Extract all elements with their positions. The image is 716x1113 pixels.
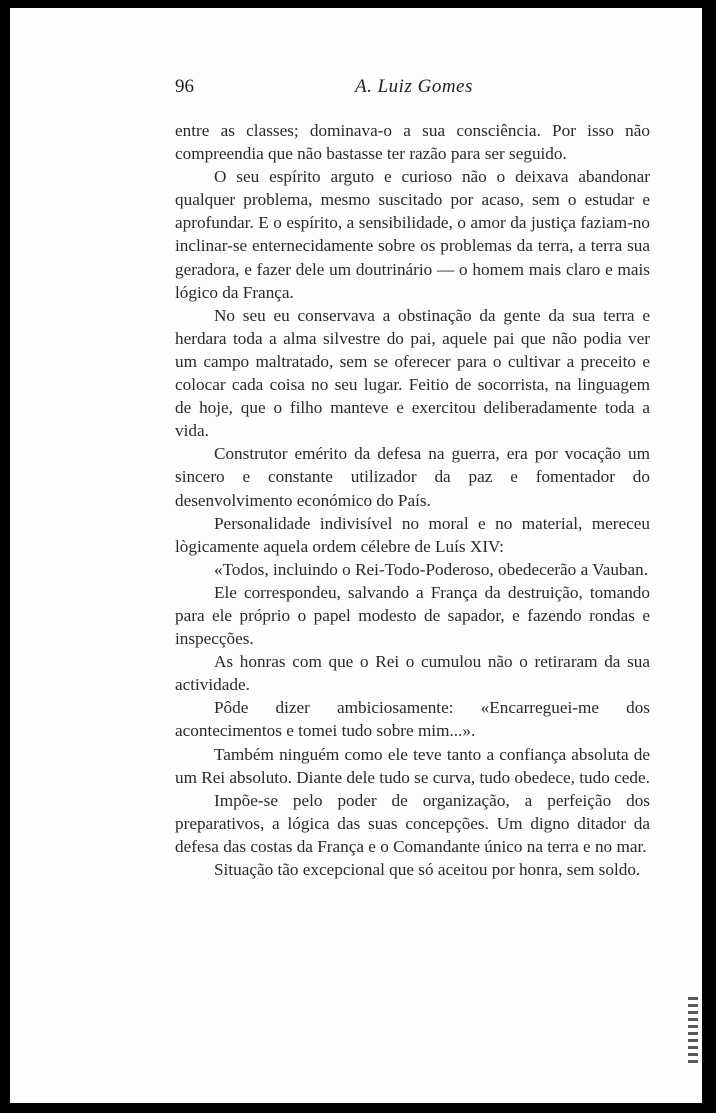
body-text [175,119,650,881]
paragraph: Pôde dizer ambiciosamente: «Encarreguei-me dos acontecimentos e tomei tudo sobre mim...». [175,698,650,741]
running-head: A. Luiz Gomes [355,76,473,97]
page-header [175,76,642,106]
paragraph: Situação tão excepcional que só aceitou por honra, sem soldo. [214,860,641,879]
paragraph: Impõe-se pelo poder de organização, a perfeição dos preparativos, a lógica das suas concepções. Um digno ditador da defesa das costas da França e o Comandante único na terra e no mar. [175,790,650,856]
paragraph: As honras com que o Rei o cumulou não o retiraram da sua actividade. [175,652,650,695]
paragraph: «Todos, incluindo o Rei-Todo-Poderoso, obedecerão a Vauban. [214,559,649,579]
paragraph: Ele correspondeu, salvando a França da destruição, tomando para ele próprio o papel modesto de sapador, e fazendo rondas e inspecções. [175,582,650,649]
paragraph: Construtor emérito da defesa na guerra, era por vocação um sincero e constante utilizador da paz e fomentador do desenvolvimento económico do País. [175,444,650,510]
paragraph: No seu eu conservava a obstinação da gente da sua terra e herdara toda a alma silvestre do pai, aquele pai que não podia ver um campo maltratado, sem se oferecer para o cultivar a preceito e colocar cada coisa no seu lugar. Feitio de socorrista, na linguagem de hoje, que o filho manteve e exercitou deliberadamente toda a vida. [175,305,650,441]
book-page [10,8,702,1103]
page-number: 96 [175,76,194,97]
scan-edge-mark [688,993,698,1063]
paragraph: entre as classes; dominava-o a sua consciência. Por isso não compreendia que não bastasse ter razão para ser seguido. [175,121,650,164]
paragraph: Também ninguém como ele teve tanto a confiança absoluta de um Rei absoluto. Diante dele tudo se curva, tudo obedece, tudo cede. [175,744,650,787]
paragraph: Personalidade indivisível no moral e no material, mereceu lògicamente aquela ordem célebre de Luís XIV: [175,513,650,556]
paragraph: O seu espírito arguto e curioso não o deixava abandonar qualquer problema, mesmo suscitado por acaso, sem o estudar e aprofundar. E o espírito, a sensibilidade, o amor da justiça faziam-no inclinar-se enternecidamente sobre os problemas da terra, a terra sua geradora, e fazer dele um doutrinário — o homem mais claro e mais lógico da França. [175,167,650,302]
